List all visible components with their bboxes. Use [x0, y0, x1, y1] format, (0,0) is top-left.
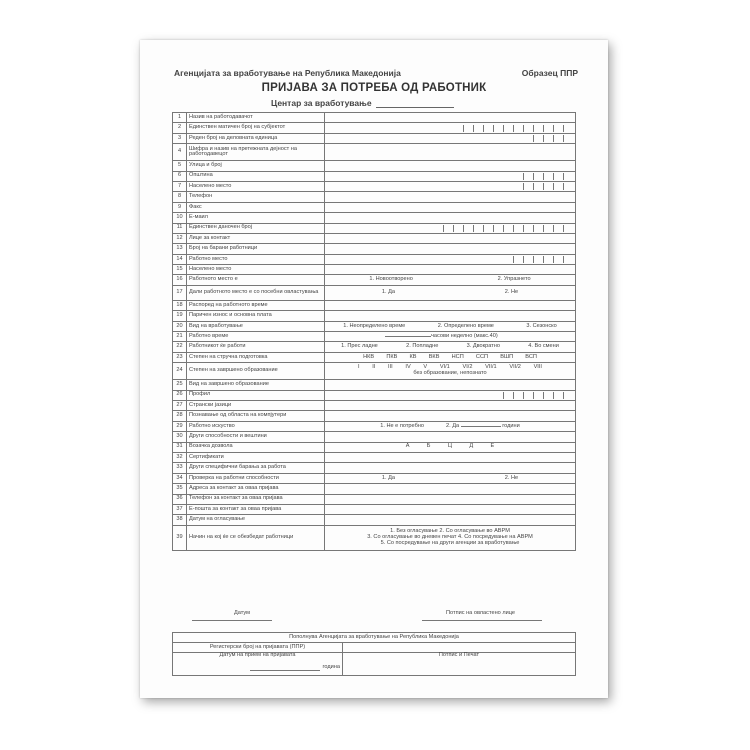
option-qual[interactable]: ВКВ	[428, 353, 440, 360]
contact-phone-field[interactable]	[325, 494, 576, 504]
row-number: 38	[173, 515, 187, 525]
driving-license-options[interactable]	[325, 442, 576, 452]
row-number: 37	[173, 504, 187, 514]
row-number: 4	[173, 144, 187, 161]
row-number: 8	[173, 192, 187, 202]
shift-options[interactable]	[325, 342, 576, 352]
option-shifts[interactable]: 4. Во смени	[528, 343, 559, 350]
row-number: 22	[173, 342, 187, 352]
job-position-field[interactable]	[325, 254, 576, 264]
education-note: без образование, непознато	[413, 370, 487, 377]
option-qual[interactable]: НСП	[451, 353, 464, 360]
row-label: Телефон за контакт за оваа пријава	[187, 494, 325, 504]
option-method[interactable]: 5. Со посредување на други агенции за вработување	[380, 539, 520, 546]
row-number: 33	[173, 463, 187, 473]
option-vacant[interactable]: 2. Упразнето	[497, 276, 531, 283]
row-label: Работно искуство	[187, 421, 325, 431]
fax-field[interactable]	[325, 202, 576, 212]
table-row	[173, 113, 576, 123]
row-label: Сертификати	[187, 452, 325, 462]
education-level-options[interactable]	[325, 363, 576, 380]
table-row	[173, 473, 576, 483]
tax-number-field[interactable]	[325, 223, 576, 233]
option-edu[interactable]: VI/2	[462, 364, 473, 371]
option-qual[interactable]: ССП	[475, 353, 489, 360]
row-label: Населено место	[187, 265, 325, 275]
option-method[interactable]: 3. Со огласување во дневен печат 4. Со посредување на АВРМ	[367, 533, 533, 540]
option-edu[interactable]: V	[423, 364, 428, 371]
table-row	[173, 161, 576, 171]
row-number: 19	[173, 311, 187, 321]
row-number: 25	[173, 380, 187, 390]
computer-skills-field[interactable]	[325, 411, 576, 421]
row-number: 16	[173, 275, 187, 285]
row-number: 10	[173, 213, 187, 223]
option-qual[interactable]: ВШП	[500, 353, 514, 360]
table-row	[173, 432, 576, 442]
table-row	[173, 452, 576, 462]
table-row	[173, 181, 576, 191]
settlement-field[interactable]	[325, 181, 576, 191]
table-row	[173, 463, 576, 473]
table-row	[173, 275, 576, 285]
row-label: Дали работното место е со посебни овластувања	[187, 285, 325, 300]
option-yes[interactable]: 1. Да	[381, 289, 395, 296]
table-row	[173, 244, 576, 254]
certificates-field[interactable]	[325, 452, 576, 462]
contact-email-field[interactable]	[325, 504, 576, 514]
row-number: 26	[173, 390, 187, 400]
table-row	[173, 411, 576, 421]
row-label: Е-пошта за контакт за оваа пријава	[187, 504, 325, 514]
working-hours-field[interactable]	[325, 332, 576, 342]
row-label: Други специфични барања за работа	[187, 463, 325, 473]
workers-count-field[interactable]	[325, 244, 576, 254]
table-row	[173, 484, 576, 494]
schedule-field[interactable]	[325, 300, 576, 310]
table-row	[173, 300, 576, 310]
received-date-label: Датум на прием на пријавата	[219, 652, 296, 658]
row-label: Населено место	[187, 181, 325, 191]
profile-field[interactable]	[325, 390, 576, 400]
row-label: Шифра и назив на претежната дејност на работодавецот	[187, 144, 325, 161]
option-edu[interactable]: III	[388, 364, 393, 371]
languages-field[interactable]	[325, 400, 576, 410]
table-row	[173, 421, 576, 431]
table-row	[173, 352, 576, 362]
row-number: 31	[173, 442, 187, 452]
option-new[interactable]: 1. Новоотворено	[369, 276, 413, 283]
table-row	[173, 223, 576, 233]
row-number: 24	[173, 363, 187, 380]
table-row	[173, 202, 576, 212]
option-qual[interactable]: НКВ	[363, 353, 375, 360]
option-license[interactable]: Д	[469, 443, 474, 450]
table-row	[173, 123, 576, 133]
option-qual[interactable]: КВ	[409, 353, 417, 360]
row-number: 29	[173, 421, 187, 431]
salary-field[interactable]	[325, 311, 576, 321]
row-label: Адреса за контакт за оваа пријава	[187, 484, 325, 494]
option-edu[interactable]: VII/1	[485, 364, 497, 371]
table-row	[173, 133, 576, 143]
sign-stamp-cell[interactable]	[343, 653, 576, 676]
qualification-options[interactable]	[325, 352, 576, 362]
sign-stamp-label: Потпис и Печат	[438, 652, 480, 658]
option-no[interactable]: 2. Не	[504, 474, 519, 481]
option-license[interactable]: Ц	[447, 443, 452, 450]
option-split[interactable]: 3. Двократно	[466, 343, 500, 350]
table-row	[173, 494, 576, 504]
table-row	[173, 342, 576, 352]
row-label: Степен на завршено образование	[187, 363, 325, 380]
date-label: Датум	[234, 610, 250, 616]
hours-weekly-text: часови неделно (макс.40)	[431, 332, 498, 339]
activity-code-field[interactable]	[325, 144, 576, 161]
form-title: ПРИЈАВА ЗА ПОТРЕБА ОД РАБОТНИК	[261, 82, 487, 94]
table-row	[173, 390, 576, 400]
table-row	[173, 192, 576, 202]
row-number: 6	[173, 171, 187, 181]
row-number: 14	[173, 254, 187, 264]
received-date-cell[interactable]	[173, 653, 343, 676]
row-number: 34	[173, 473, 187, 483]
option-seasonal[interactable]: 3. Сезонско	[526, 322, 557, 329]
center-label: Центар за вработување	[271, 98, 372, 108]
row-label: Работникот ќе работи	[187, 342, 325, 352]
street-field[interactable]	[325, 161, 576, 171]
option-edu[interactable]: VII/2	[509, 364, 521, 371]
table-row	[173, 311, 576, 321]
row-number: 13	[173, 244, 187, 254]
row-number: 35	[173, 484, 187, 494]
row-label: Проверка на работни способности	[187, 473, 325, 483]
table-row	[173, 285, 576, 300]
municipality-field[interactable]	[325, 171, 576, 181]
option-qual[interactable]: ПКВ	[386, 353, 398, 360]
row-number: 20	[173, 321, 187, 331]
table-row	[173, 504, 576, 514]
row-number: 12	[173, 233, 187, 243]
option-years[interactable]: 2. Да	[445, 422, 460, 429]
authorized-signature-label: Потпис на овластено лице	[446, 610, 515, 616]
special-authority-options[interactable]	[325, 285, 576, 300]
center-blank[interactable]	[376, 99, 454, 108]
employment-type-options[interactable]	[325, 321, 576, 331]
row-label: Реден број на деловната единица	[187, 133, 325, 143]
row-label: Возачка дозвола	[187, 442, 325, 452]
form-sheet	[140, 40, 608, 698]
row-label: Општина	[187, 171, 325, 181]
form-code: Образец ППР	[521, 68, 578, 78]
row-label: Начин на кој ќе се обезбедат работници	[187, 525, 325, 550]
table-row	[173, 400, 576, 410]
table-row	[173, 442, 576, 452]
row-label: Телефон	[187, 192, 325, 202]
row-label: Профил	[187, 390, 325, 400]
option-edu[interactable]: II	[372, 364, 376, 371]
row-label: Улица и број	[187, 161, 325, 171]
employer-name-field[interactable]	[325, 113, 576, 123]
row-number: 18	[173, 300, 187, 310]
option-afternoon[interactable]: 2. Попладне	[406, 343, 439, 350]
table-row	[173, 363, 576, 380]
option-no[interactable]: 2. Не	[504, 289, 519, 296]
row-label: Број на барани работници	[187, 244, 325, 254]
agency-section-header: Пополнува Агенцијата за вработување на Република Македонија	[173, 633, 576, 643]
row-label: Познавање од областа на компјутери	[187, 411, 325, 421]
row-number: 15	[173, 265, 187, 275]
education-type-field[interactable]	[325, 380, 576, 390]
row-label: Вид на вработување	[187, 321, 325, 331]
option-morning[interactable]: 1. Прес ладне	[341, 343, 378, 350]
table-row	[173, 213, 576, 223]
application-table	[172, 112, 576, 551]
option-not-required[interactable]: 1. Не е потребно	[380, 422, 424, 429]
option-edu[interactable]: IV	[405, 364, 411, 371]
date-line[interactable]	[192, 620, 272, 621]
table-row	[173, 525, 576, 550]
option-indefinite[interactable]: 1. Неопределено време	[343, 322, 406, 329]
row-number: 1	[173, 113, 187, 123]
row-label: Други способности и вештини	[187, 432, 325, 442]
option-license[interactable]: А	[405, 443, 410, 450]
row-number: 23	[173, 352, 187, 362]
row-number: 27	[173, 400, 187, 410]
row-number: 11	[173, 223, 187, 233]
experience-options[interactable]	[325, 421, 576, 431]
option-edu[interactable]: VIII	[533, 364, 542, 371]
row-label: Паричен износ и основна плата	[187, 311, 325, 321]
unit-number-field[interactable]	[325, 133, 576, 143]
table-row	[173, 171, 576, 181]
row-label: Датум на огласување	[187, 515, 325, 525]
row-label: Работно место	[187, 254, 325, 264]
agency-name: Агенцијата за вработување на Република Македонија	[174, 68, 401, 78]
row-label: Работното место е	[187, 275, 325, 285]
table-row	[173, 515, 576, 525]
email-field[interactable]	[325, 213, 576, 223]
row-label: Вид на завршено образование	[187, 380, 325, 390]
row-number: 39	[173, 525, 187, 550]
option-fixed-term[interactable]: 2. Определено време	[437, 322, 494, 329]
option-method[interactable]: 1. Без огласување 2. Со огласување во АВРМ	[390, 527, 510, 534]
option-license[interactable]: Б	[426, 443, 431, 450]
announcement-date-field[interactable]	[325, 515, 576, 525]
row-label: Работно време	[187, 332, 325, 342]
table-row	[173, 265, 576, 275]
recruitment-method-options[interactable]	[325, 525, 576, 550]
row-label: Факс	[187, 202, 325, 212]
table-row	[173, 321, 576, 331]
option-yes[interactable]: 1. Да	[381, 474, 395, 481]
row-number: 3	[173, 133, 187, 143]
contact-address-field[interactable]	[325, 484, 576, 494]
table-row	[173, 144, 576, 161]
table-row	[173, 380, 576, 390]
row-label: Странски јазици	[187, 400, 325, 410]
row-number: 36	[173, 494, 187, 504]
row-number: 21	[173, 332, 187, 342]
row-label: Единствен даночен број	[187, 223, 325, 233]
year-label: година	[322, 664, 340, 670]
row-label: Степен на стручна подготовка	[187, 352, 325, 362]
row-label: Лице за контакт	[187, 233, 325, 243]
option-edu[interactable]: I	[357, 364, 360, 371]
phone-field[interactable]	[325, 192, 576, 202]
employment-center-line	[271, 98, 454, 108]
option-edu[interactable]: VI/1	[439, 364, 450, 371]
registration-number-value[interactable]	[343, 643, 576, 653]
row-number: 17	[173, 285, 187, 300]
signature-line[interactable]	[422, 620, 542, 621]
agency-section	[172, 632, 576, 676]
row-label: Назив на работодавачот	[187, 113, 325, 123]
table-row	[173, 233, 576, 243]
row-number: 32	[173, 452, 187, 462]
contact-person-field[interactable]	[325, 233, 576, 243]
row-label: Е-маил	[187, 213, 325, 223]
row-number: 30	[173, 432, 187, 442]
ability-check-options[interactable]	[325, 473, 576, 483]
registration-number-field[interactable]	[325, 123, 576, 133]
position-type-options[interactable]	[325, 275, 576, 285]
other-skills-field[interactable]	[325, 432, 576, 442]
table-row	[173, 254, 576, 264]
option-license[interactable]: Е	[490, 443, 495, 450]
years-text: години	[502, 422, 520, 429]
row-number: 5	[173, 161, 187, 171]
row-number: 9	[173, 202, 187, 212]
row-number: 28	[173, 411, 187, 421]
row-label: Распоред на работното време	[187, 300, 325, 310]
registration-number-label: Регистерски број на пријавата (ППР)	[173, 643, 343, 653]
row-number: 7	[173, 181, 187, 191]
option-qual[interactable]: ВСП	[525, 353, 537, 360]
specific-requirements-field[interactable]	[325, 463, 576, 473]
row-number: 2	[173, 123, 187, 133]
row-label: Единствен матичен број на субјектот	[187, 123, 325, 133]
table-row	[173, 332, 576, 342]
work-settlement-field[interactable]	[325, 265, 576, 275]
